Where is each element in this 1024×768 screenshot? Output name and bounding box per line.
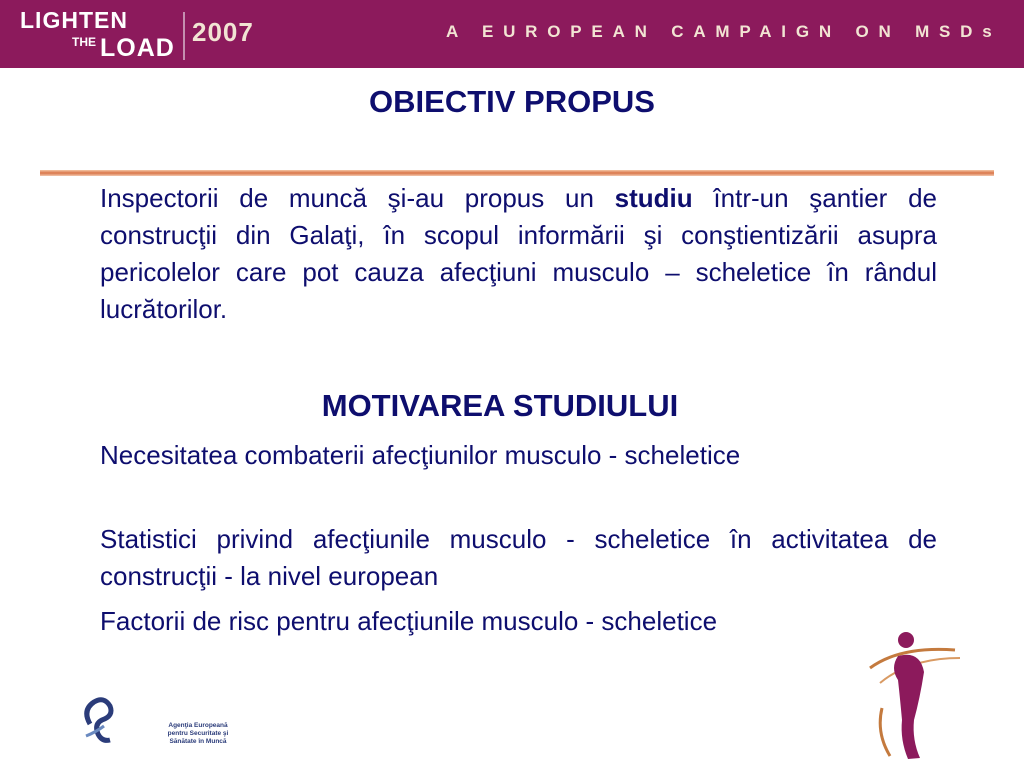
campaign-logo [20, 8, 190, 64]
logo-text-lighten: LIGHTEN [20, 7, 128, 33]
motivation-item: Factorii de risc pentru afecţiunile musculo - scheletice [100, 606, 718, 636]
paragraph-text-start: Inspectorii de muncă şi-au propus un [100, 183, 615, 213]
agency-name-line: Agenţia Europeană [168, 722, 228, 729]
header-banner [0, 0, 1024, 68]
motivation-item: Statistici privind afecţiunile musculo - scheletice în activitatea de construcţii - la nivel european [100, 524, 937, 591]
horizontal-rule [40, 170, 994, 176]
motivation-item: Necesitatea combaterii afecţiunilor musculo - scheletice [100, 440, 741, 470]
paragraph-text-end: într-un şantier de construcţii din Galaţi, în scopul informării şi conştientizării asupra pericolelor care pot cauza afecţiuni musculo – scheletice în rândul lucrătorilor. [100, 183, 937, 324]
agency-name [158, 722, 238, 746]
logo-text-the: THE [72, 35, 96, 49]
agency-name-line: Sănătate în Muncă [169, 738, 227, 745]
slide-title: OBIECTIV PROPUS [369, 84, 655, 119]
campaign-year: 2007 [192, 17, 254, 47]
campaign-tagline: A EUROPEAN CAMPAIGN ON MSDs [446, 22, 1002, 41]
stretching-figure-icon [860, 628, 970, 763]
paragraph-bold-word: studiu [614, 183, 693, 213]
objective-paragraph [100, 180, 937, 328]
header-divider [183, 12, 185, 60]
agency-name-line: pentru Securitate şi [167, 730, 229, 737]
eu-osha-logo-icon [80, 696, 120, 746]
logo-text-load: LOAD [100, 34, 175, 62]
section-subtitle: MOTIVAREA STUDIULUI [321, 388, 679, 423]
